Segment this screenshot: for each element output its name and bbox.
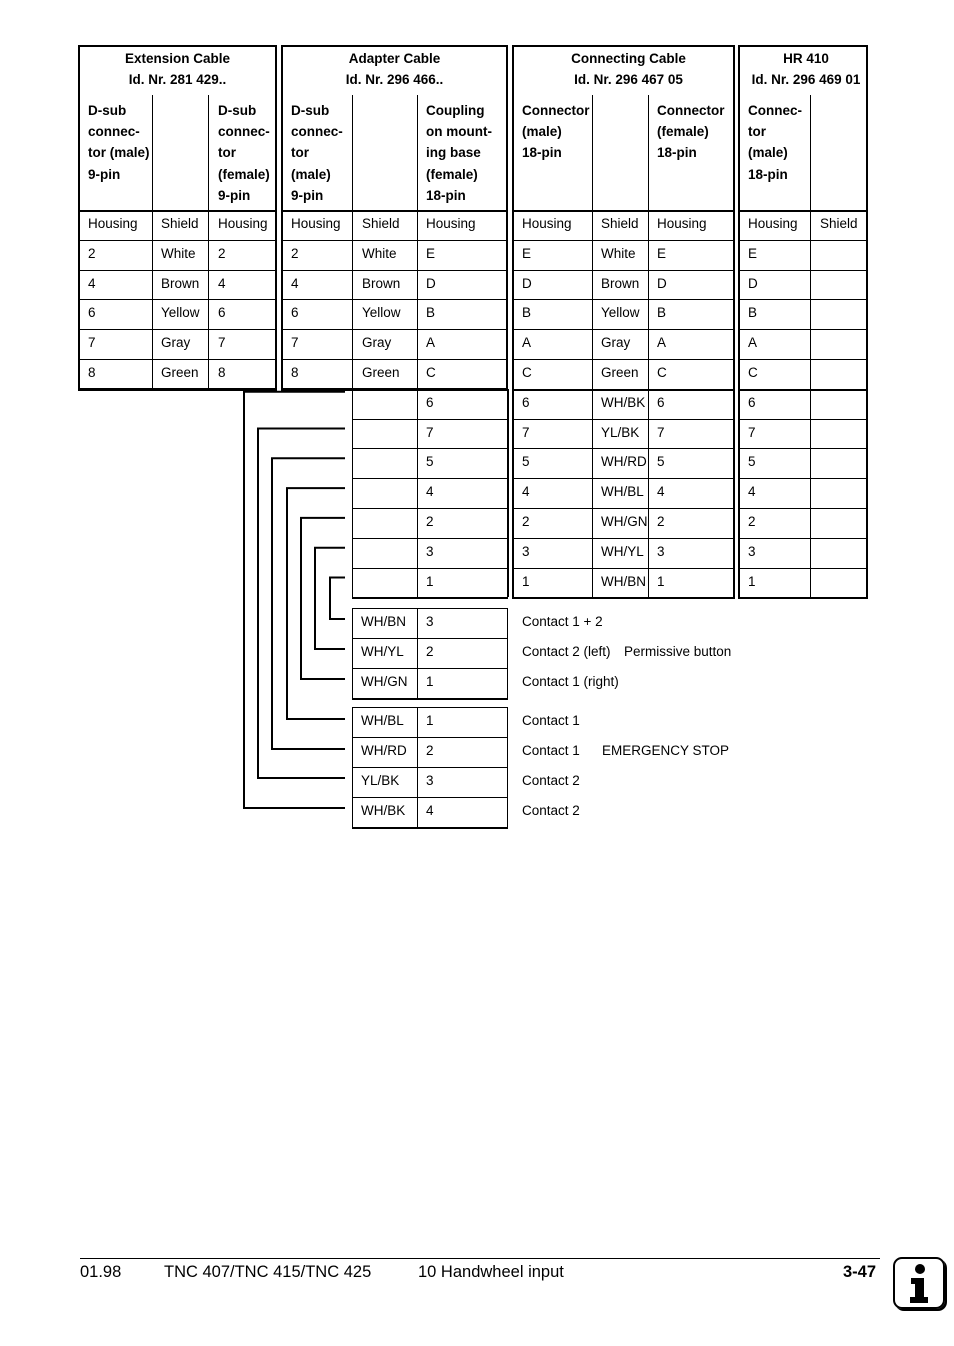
con-cell: E [522, 245, 532, 261]
ext-cell: 4 [88, 275, 96, 291]
connecting-col-left-header: Connector (male) 18-pin [522, 103, 590, 161]
connecting-cable-id: Id. Nr. 296 467 05 [574, 72, 683, 87]
hr-cell: D [748, 275, 758, 291]
con-cell: 5 [522, 454, 530, 470]
con-cell: Green [601, 365, 639, 380]
ext-cell: Green [161, 365, 199, 380]
emergency-pin: 3 [426, 773, 434, 788]
con-cell: 5 [657, 454, 665, 470]
hr410-id: Id. Nr. 296 469 01 [751, 72, 861, 87]
ada-cell: Housing [291, 216, 341, 231]
ada-cell: C [426, 365, 436, 380]
permissive-contact: Contact 1 + 2 [522, 614, 603, 629]
emergency-wire: YL/BK [361, 773, 400, 788]
permissive-wire: WH/GN [361, 674, 408, 689]
extension-cable-id: Id. Nr. 281 429.. [128, 72, 227, 87]
ext-cell: Housing [218, 216, 268, 231]
emergency-wire: WH/BK [361, 803, 406, 818]
emergency-label: EMERGENCY STOP [602, 743, 730, 758]
permissive-pin: 1 [426, 674, 434, 689]
hr-cell: E [748, 245, 758, 261]
ada-cell: Brown [362, 275, 401, 291]
emergency-contact: Contact 1 [522, 713, 580, 728]
ext-cell: 6 [218, 305, 226, 321]
ext-cell: Shield [161, 216, 199, 231]
connecting-cable-title: Connecting Cable [571, 51, 686, 66]
footer-product: TNC 407/TNC 415/TNC 425 [164, 1263, 372, 1281]
ada-cell: 3 [426, 543, 434, 559]
ada-cell: 1 [426, 573, 434, 589]
hr-cell: 4 [748, 484, 756, 500]
con-cell: 2 [657, 514, 665, 529]
wire-bracket [301, 518, 345, 679]
con-cell: E [657, 245, 667, 261]
ada-cell: 6 [426, 394, 434, 410]
ext-cell: Housing [88, 216, 138, 231]
ext-cell: Gray [161, 335, 191, 351]
con-cell: 3 [522, 543, 530, 559]
con-cell: A [657, 335, 667, 351]
con-cell: 3 [657, 543, 665, 559]
con-cell: C [657, 365, 667, 380]
ada-cell: White [362, 245, 397, 261]
wire-bracket [330, 578, 345, 620]
ada-cell: Housing [426, 216, 476, 231]
extension-col-left-header: D-sub connec- tor (male) 9-pin [88, 103, 150, 182]
emergency-pin: 1 [426, 713, 434, 728]
con-cell: YL/BK [601, 424, 640, 440]
con-cell: 1 [657, 573, 665, 589]
con-cell: 6 [522, 394, 530, 410]
ext-cell: Yellow [161, 305, 200, 321]
con-cell: 1 [522, 573, 530, 589]
ext-cell: 6 [88, 305, 96, 321]
ext-cell: 8 [88, 365, 96, 380]
hr-cell: 3 [748, 543, 756, 559]
permissive-pin: 2 [426, 644, 434, 659]
hr-cell: 2 [748, 514, 756, 529]
footer-page-number: 3-47 [843, 1263, 877, 1281]
con-cell: C [522, 365, 532, 380]
ada-cell: 7 [426, 424, 434, 440]
ada-cell: 2 [291, 245, 299, 261]
hr-cell: 7 [748, 424, 756, 440]
adapter-col-left-header: D-sub connec- tor (male) 9-pin [291, 103, 343, 203]
con-cell: D [522, 275, 532, 291]
ada-cell: E [426, 245, 436, 261]
ext-cell: 7 [88, 335, 96, 351]
ada-cell: 5 [426, 454, 434, 470]
ada-cell: 2 [426, 514, 434, 529]
con-cell: Brown [601, 275, 640, 291]
ada-cell: A [426, 335, 436, 351]
con-cell: D [657, 275, 667, 291]
ada-cell: 7 [291, 335, 299, 351]
hr-cell: Shield [820, 216, 858, 231]
con-cell: 4 [657, 484, 665, 500]
con-cell: WH/GN [601, 514, 648, 529]
adapter-cable-id: Id. Nr. 296 466.. [345, 72, 444, 87]
emergency-wire: WH/BL [361, 713, 404, 728]
hr-cell: A [748, 335, 758, 351]
footer-chapter: 10 Handwheel input [418, 1263, 564, 1281]
permissive-label: Permissive button [624, 644, 732, 659]
con-cell: WH/BK [601, 394, 646, 410]
hr-cell: 6 [748, 394, 756, 410]
con-cell: WH/RD [601, 454, 647, 470]
ada-cell: 4 [291, 275, 299, 291]
permissive-wire: WH/YL [361, 644, 404, 659]
hr410-col-left-header: Connec- tor (male) 18-pin [748, 103, 802, 182]
con-cell: WH/BN [601, 573, 646, 589]
ext-cell: 7 [218, 335, 226, 351]
ada-cell: 8 [291, 365, 299, 380]
hr-cell: Housing [748, 216, 798, 231]
ada-cell: D [426, 275, 436, 291]
ada-cell: 4 [426, 484, 434, 500]
emergency-contact: Contact 2 [522, 773, 580, 788]
hr-cell: 5 [748, 454, 756, 470]
hr-cell: 1 [748, 573, 756, 589]
ext-cell: 8 [218, 365, 226, 380]
permissive-contact: Contact 1 (right) [522, 674, 619, 689]
con-cell: A [522, 335, 532, 351]
adapter-col-right-header: Coupling on mount- ing base (female) 18-pin [426, 103, 492, 203]
extension-cable-title: Extension Cable [124, 51, 231, 66]
emergency-contact: Contact 2 [522, 803, 580, 818]
con-cell: Housing [657, 216, 707, 231]
con-cell: WH/BL [601, 484, 644, 500]
emergency-pin: 2 [426, 743, 434, 758]
adapter-cable-title: Adapter Cable [348, 51, 441, 66]
con-cell: 6 [657, 394, 665, 410]
con-cell: Gray [601, 335, 631, 351]
ext-cell: White [161, 245, 196, 261]
con-cell: B [522, 305, 532, 321]
hr-cell: B [748, 305, 758, 321]
ada-cell: B [426, 305, 436, 321]
con-cell: B [657, 305, 667, 321]
hr410-title: HR 410 [783, 51, 829, 66]
con-cell: Housing [522, 216, 572, 231]
ext-cell: 2 [88, 245, 96, 261]
connecting-col-right-header: Connector (female) 18-pin [657, 103, 725, 161]
ada-cell: Shield [362, 216, 400, 231]
emergency-contact: Contact 1 [522, 743, 580, 758]
emergency-wire: WH/RD [361, 743, 407, 758]
con-cell: 7 [657, 424, 665, 440]
con-cell: 7 [522, 424, 530, 440]
footer-rule [80, 1258, 880, 1259]
emergency-pin: 4 [426, 803, 434, 818]
permissive-contact: Contact 2 (left) [522, 644, 611, 659]
extension-col-right-header: D-sub connec- tor (female) 9-pin [218, 103, 270, 203]
ext-cell: 2 [218, 245, 226, 261]
permissive-pin: 3 [426, 614, 434, 629]
con-cell: 4 [522, 484, 530, 500]
con-cell: WH/YL [601, 543, 644, 559]
ada-cell: Gray [362, 335, 392, 351]
footer-date: 01.98 [80, 1263, 122, 1281]
wire-bracket [272, 458, 345, 749]
con-cell: Shield [601, 216, 639, 231]
permissive-wire: WH/BN [361, 614, 406, 629]
con-cell: Yellow [601, 305, 640, 321]
ada-cell: 6 [291, 305, 299, 321]
con-cell: White [601, 245, 636, 261]
hr-cell: C [748, 365, 758, 380]
ada-cell: Yellow [362, 305, 401, 321]
ada-cell: Green [362, 365, 400, 380]
ext-cell: 4 [218, 275, 226, 291]
info-icon [893, 1257, 945, 1309]
ext-cell: Brown [161, 275, 200, 291]
con-cell: 2 [522, 514, 530, 529]
